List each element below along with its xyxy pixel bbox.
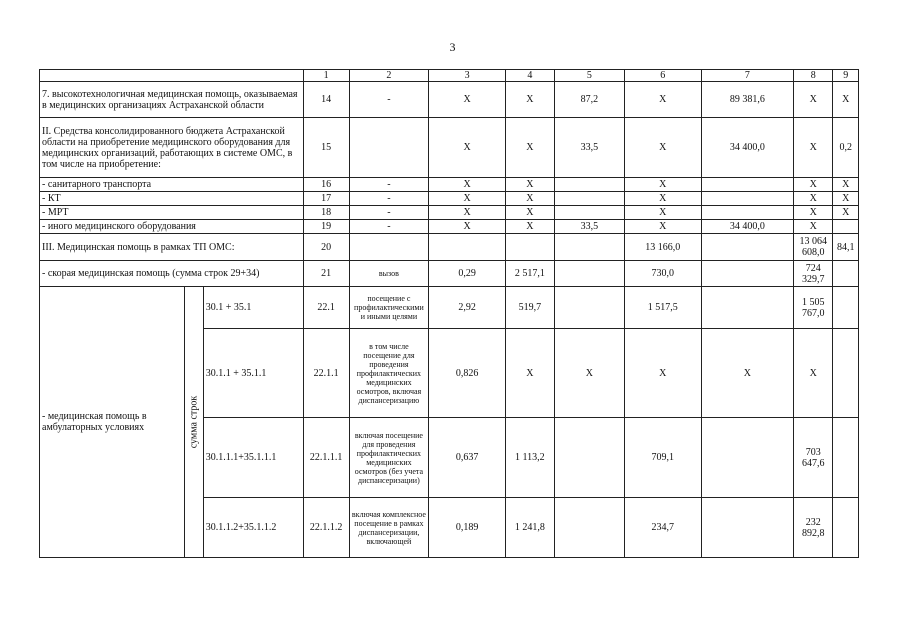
page-number: 3 [449, 40, 456, 54]
value-cell: Х [505, 178, 554, 192]
value-cell: Х [833, 206, 859, 220]
row-number: 19 [303, 220, 349, 234]
value-cell [701, 192, 794, 206]
value-cell: 34 400,0 [701, 118, 794, 178]
value-cell: 0,637 [429, 418, 506, 498]
unit-cell [349, 118, 429, 178]
value-cell: Х [794, 206, 833, 220]
value-cell: Х [505, 82, 554, 118]
value-cell: 730,0 [624, 261, 701, 287]
value-cell: Х [833, 178, 859, 192]
value-cell: 234,7 [624, 498, 701, 558]
value-cell [554, 418, 624, 498]
value-cell: Х [429, 192, 506, 206]
value-cell: 0,2 [833, 118, 859, 178]
value-cell [554, 261, 624, 287]
sum-lines-cell: 30.1.1.1+35.1.1.1 [203, 418, 303, 498]
value-cell: 232 892,8 [794, 498, 833, 558]
row-number: 15 [303, 118, 349, 178]
value-cell: 13 064 608,0 [794, 234, 833, 261]
value-cell [833, 329, 859, 418]
table-row [40, 178, 859, 192]
unit-cell [349, 234, 429, 261]
value-cell: Х [624, 220, 701, 234]
value-cell [554, 498, 624, 558]
value-cell: 703 647,6 [794, 418, 833, 498]
value-cell: Х [429, 178, 506, 192]
value-cell [833, 261, 859, 287]
row-name: - КТ [40, 192, 304, 206]
value-cell: Х [794, 220, 833, 234]
value-cell: Х [429, 82, 506, 118]
sum-lines-cell: 30.1.1.2+35.1.1.2 [203, 498, 303, 558]
header-cell: 3 [429, 70, 506, 82]
value-cell: 84,1 [833, 234, 859, 261]
row-name: - иного медицинского оборудования [40, 220, 304, 234]
row-number: 22.1.1 [303, 329, 349, 418]
value-cell [701, 206, 794, 220]
value-cell: 1 241,8 [505, 498, 554, 558]
header-cell: 2 [349, 70, 429, 82]
row-number: 22.1.1.1 [303, 418, 349, 498]
row-name: - скорая медицинская помощь (сумма строк 29+34) [40, 261, 304, 287]
row-number: 20 [303, 234, 349, 261]
value-cell [554, 287, 624, 329]
value-cell: Х [794, 178, 833, 192]
row-name: - МРТ [40, 206, 304, 220]
value-cell: Х [624, 82, 701, 118]
value-cell: 724 329,7 [794, 261, 833, 287]
sum-rows-cell [184, 287, 203, 558]
header-cell: 6 [624, 70, 701, 82]
value-cell: 519,7 [505, 287, 554, 329]
value-cell [554, 192, 624, 206]
sum-lines-cell: 30.1.1 + 35.1.1 [203, 329, 303, 418]
row-number: 14 [303, 82, 349, 118]
row-number: 22.1.1.2 [303, 498, 349, 558]
header-row [40, 70, 859, 82]
value-cell: Х [624, 206, 701, 220]
value-cell: 1 517,5 [624, 287, 701, 329]
unit-cell: - [349, 220, 429, 234]
header-cell: 9 [833, 70, 859, 82]
row-number: 17 [303, 192, 349, 206]
value-cell: Х [794, 329, 833, 418]
value-cell [701, 234, 794, 261]
unit-cell: в том числе посещение для проведения профилактических медицинских осмотров, включая диспансеризацию [349, 329, 429, 418]
value-cell: Х [429, 220, 506, 234]
value-cell: Х [505, 329, 554, 418]
value-cell: 0,826 [429, 329, 506, 418]
value-cell: 87,2 [554, 82, 624, 118]
value-cell [833, 418, 859, 498]
row-name: II. Средства консолидированного бюджета Астраханской области на приобретение медицинского оборудования для медицинских организаций, работающих в системе ОМС, в том числе на приобретение: [40, 118, 304, 178]
value-cell: Х [624, 192, 701, 206]
unit-cell: - [349, 178, 429, 192]
value-cell: 13 166,0 [624, 234, 701, 261]
value-cell: Х [429, 206, 506, 220]
value-cell [833, 220, 859, 234]
value-cell: Х [794, 118, 833, 178]
value-cell: Х [505, 220, 554, 234]
table-row [40, 118, 859, 178]
value-cell [554, 206, 624, 220]
unit-cell: - [349, 192, 429, 206]
value-cell: Х [429, 118, 506, 178]
value-cell [833, 498, 859, 558]
value-cell: 709,1 [624, 418, 701, 498]
value-cell: 33,5 [554, 118, 624, 178]
table-row [40, 220, 859, 234]
value-cell [554, 234, 624, 261]
value-cell: 1 113,2 [505, 418, 554, 498]
header-cell: 5 [554, 70, 624, 82]
value-cell: Х [794, 192, 833, 206]
unit-cell: вызов [349, 261, 429, 287]
value-cell [554, 178, 624, 192]
value-cell: Х [833, 192, 859, 206]
value-cell [701, 178, 794, 192]
row-number: 18 [303, 206, 349, 220]
header-cell: 8 [794, 70, 833, 82]
value-cell: Х [624, 178, 701, 192]
unit-cell: включая посещение для проведения профилактических медицинских осмотров (без учета диспансеризации) [349, 418, 429, 498]
value-cell [701, 261, 794, 287]
row-name: 7. высокотехнологичная медицинская помощь, оказываемая в медицинских организациях Астраханской области [40, 82, 304, 118]
row-number: 22.1 [303, 287, 349, 329]
sum-lines-cell: 30.1 + 35.1 [203, 287, 303, 329]
header-cell [40, 70, 304, 82]
value-cell: 0,189 [429, 498, 506, 558]
amb-label: - медицинская помощь в амбулаторных условиях [40, 287, 185, 558]
unit-cell: посещение с профилактическими и иными целями [349, 287, 429, 329]
value-cell: 34 400,0 [701, 220, 794, 234]
value-cell [505, 234, 554, 261]
header-cell: 7 [701, 70, 794, 82]
table-row [40, 192, 859, 206]
header-cell: 1 [303, 70, 349, 82]
value-cell: Х [505, 118, 554, 178]
value-cell: 33,5 [554, 220, 624, 234]
row-number: 21 [303, 261, 349, 287]
value-cell: 1 505 767,0 [794, 287, 833, 329]
row-name: - санитарного транспорта [40, 178, 304, 192]
value-cell: Х [624, 118, 701, 178]
sum-rows-label: сумма строк [188, 395, 200, 449]
row-name: III. Медицинская помощь в рамках ТП ОМС: [40, 234, 304, 261]
value-cell: Х [505, 192, 554, 206]
value-cell: 2,92 [429, 287, 506, 329]
unit-cell: включая комплексное посещение в рамках диспансеризации, включающей [349, 498, 429, 558]
table-row [40, 82, 859, 118]
row-number: 16 [303, 178, 349, 192]
unit-cell: - [349, 82, 429, 118]
value-cell: Х [554, 329, 624, 418]
value-cell [701, 498, 794, 558]
table-row [40, 206, 859, 220]
unit-cell: - [349, 206, 429, 220]
budget-table [39, 69, 859, 558]
table-row [40, 287, 859, 329]
value-cell [429, 234, 506, 261]
value-cell: Х [624, 329, 701, 418]
value-cell [701, 287, 794, 329]
table-row [40, 261, 859, 287]
value-cell: Х [833, 82, 859, 118]
value-cell [701, 418, 794, 498]
value-cell: 0,29 [429, 261, 506, 287]
value-cell [833, 287, 859, 329]
value-cell: 89 381,6 [701, 82, 794, 118]
value-cell: 2 517,1 [505, 261, 554, 287]
value-cell: Х [701, 329, 794, 418]
header-cell: 4 [505, 70, 554, 82]
table-row [40, 234, 859, 261]
value-cell: Х [794, 82, 833, 118]
value-cell: Х [505, 206, 554, 220]
